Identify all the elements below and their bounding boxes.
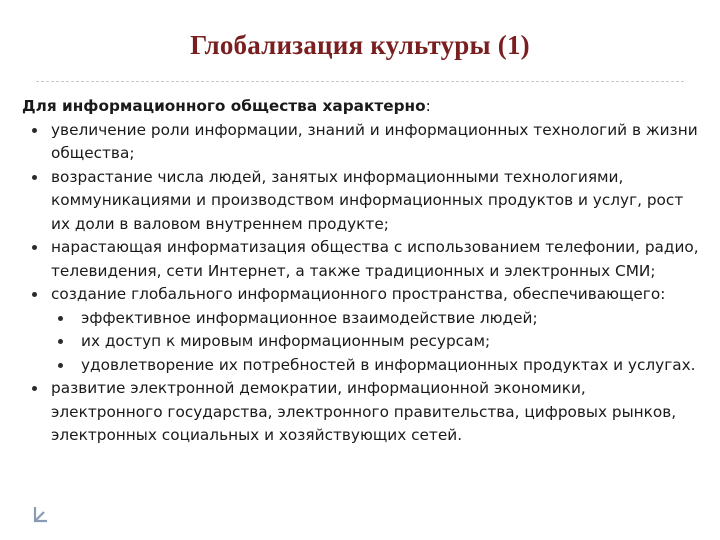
bullet-icon [32,245,37,250]
slide-body [22,95,702,448]
sub-bullet-list [52,307,702,378]
intro-colon: : [425,97,431,115]
list-item-text: развитие электронной демократии, информационной экономики, электронного государства, электронного правительства, цифровых рынков, электронных социальных и хозяйствующих сетей. [51,379,677,444]
list-item [22,283,702,377]
intro-line [22,95,702,119]
sub-list-item [52,330,702,354]
list-item [22,119,702,166]
bullet-icon [58,363,63,368]
list-item [22,377,702,448]
intro-bold: Для информационного общества характерно [22,97,426,115]
bullet-list [22,119,702,448]
sub-list-item-text: удовлетворение их потребностей в информационных продуктах и услугах. [81,355,696,374]
bullet-icon [32,128,37,133]
list-item [22,236,702,283]
sub-list-item [52,354,702,378]
list-item [22,166,702,237]
bullet-icon [32,386,37,391]
bullet-icon [32,292,37,297]
corner-arrow-icon [33,505,49,523]
list-item-text: возрастание числа людей, занятых информационными технологиями, коммуникациями и производством информационных продуктов и услуг, рост их доли в валовом внутреннем продукте; [51,167,684,233]
list-item-text: увеличение роли информации, знаний и информационных технологий в жизни общества; [51,120,698,162]
list-item-text: создание глобального информационного пространства, обеспечивающего: [51,285,666,303]
sub-list-item-text: эффективное информационное взаимодействие людей; [81,308,538,327]
bullet-icon [32,175,37,180]
slide-title: Глобализация культуры (1) [190,30,530,60]
bullet-icon [58,339,63,344]
sub-list-item-text: их доступ к мировым информационным ресурсам; [81,332,491,350]
title-divider [36,81,684,82]
list-item-text: нарастающая информатизация общества с использованием телефонии, радио, телевидения, сети Интернет, а также традиционных и электронных СМИ; [51,238,699,280]
sub-list-item [52,307,702,331]
bullet-icon [58,316,63,321]
